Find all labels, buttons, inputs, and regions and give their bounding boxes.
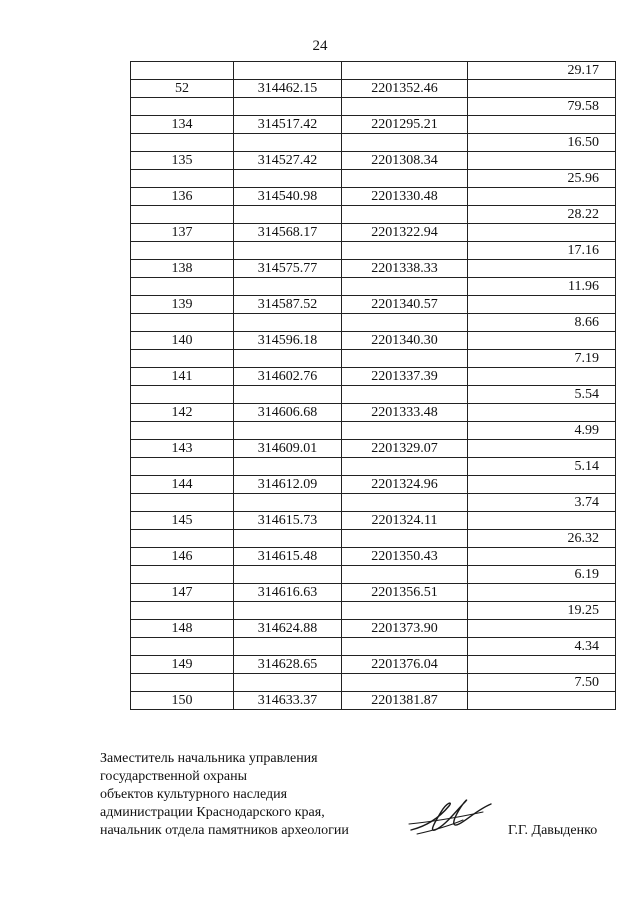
- segment-length-cell: 7.19: [468, 350, 616, 368]
- point-number-cell: 148: [131, 620, 234, 638]
- segment-length-cell: [468, 692, 616, 710]
- y-coordinate-cell: [342, 638, 468, 656]
- table-row: [131, 350, 616, 368]
- x-coordinate-cell: [234, 530, 342, 548]
- y-coordinate-cell: 2201381.87: [342, 692, 468, 710]
- table-row: [131, 152, 616, 170]
- segment-length-cell: 16.50: [468, 134, 616, 152]
- segment-length-cell: [468, 656, 616, 674]
- table-row: [131, 404, 616, 422]
- y-coordinate-cell: [342, 350, 468, 368]
- y-coordinate-cell: [342, 314, 468, 332]
- x-coordinate-cell: 314633.37: [234, 692, 342, 710]
- x-coordinate-cell: 314575.77: [234, 260, 342, 278]
- handwritten-signature: [405, 796, 495, 840]
- y-coordinate-cell: 2201352.46: [342, 80, 468, 98]
- x-coordinate-cell: 314568.17: [234, 224, 342, 242]
- point-number-cell: [131, 566, 234, 584]
- segment-length-cell: 25.96: [468, 170, 616, 188]
- y-coordinate-cell: 2201376.04: [342, 656, 468, 674]
- y-coordinate-cell: [342, 494, 468, 512]
- point-number-cell: 138: [131, 260, 234, 278]
- point-number-cell: 140: [131, 332, 234, 350]
- signer-position-line: администрации Краснодарского края,: [100, 805, 325, 820]
- segment-length-cell: 7.50: [468, 674, 616, 692]
- table-row: [131, 638, 616, 656]
- segment-length-cell: 17.16: [468, 242, 616, 260]
- segment-length-cell: [468, 404, 616, 422]
- table-row: [131, 314, 616, 332]
- signer-name: Г.Г. Давыденко: [508, 823, 598, 838]
- y-coordinate-cell: [342, 62, 468, 80]
- y-coordinate-cell: 2201295.21: [342, 116, 468, 134]
- x-coordinate-cell: 314609.01: [234, 440, 342, 458]
- segment-length-cell: 6.19: [468, 566, 616, 584]
- y-coordinate-cell: 2201322.94: [342, 224, 468, 242]
- table-row: [131, 332, 616, 350]
- x-coordinate-cell: [234, 566, 342, 584]
- y-coordinate-cell: 2201373.90: [342, 620, 468, 638]
- table-row: [131, 80, 616, 98]
- point-number-cell: 142: [131, 404, 234, 422]
- point-number-cell: [131, 638, 234, 656]
- y-coordinate-cell: 2201340.30: [342, 332, 468, 350]
- x-coordinate-cell: 314540.98: [234, 188, 342, 206]
- point-number-cell: [131, 530, 234, 548]
- y-coordinate-cell: 2201324.11: [342, 512, 468, 530]
- y-coordinate-cell: [342, 170, 468, 188]
- segment-length-cell: 29.17: [468, 62, 616, 80]
- table-row: [131, 620, 616, 638]
- point-number-cell: [131, 350, 234, 368]
- x-coordinate-cell: 314612.09: [234, 476, 342, 494]
- table-row: [131, 548, 616, 566]
- point-number-cell: 145: [131, 512, 234, 530]
- x-coordinate-cell: [234, 206, 342, 224]
- x-coordinate-cell: 314615.48: [234, 548, 342, 566]
- x-coordinate-cell: [234, 638, 342, 656]
- segment-length-cell: [468, 476, 616, 494]
- table-row: [131, 296, 616, 314]
- table-row: [131, 98, 616, 116]
- y-coordinate-cell: [342, 134, 468, 152]
- table-row: [131, 692, 616, 710]
- point-number-cell: 136: [131, 188, 234, 206]
- point-number-cell: 134: [131, 116, 234, 134]
- x-coordinate-cell: [234, 278, 342, 296]
- table-row: [131, 494, 616, 512]
- x-coordinate-cell: 314624.88: [234, 620, 342, 638]
- y-coordinate-cell: 2201329.07: [342, 440, 468, 458]
- y-coordinate-cell: 2201324.96: [342, 476, 468, 494]
- segment-length-cell: 26.32: [468, 530, 616, 548]
- table-row: [131, 278, 616, 296]
- point-number-cell: [131, 422, 234, 440]
- point-number-cell: [131, 170, 234, 188]
- x-coordinate-cell: 314615.73: [234, 512, 342, 530]
- point-number-cell: 141: [131, 368, 234, 386]
- table-row: [131, 170, 616, 188]
- table-row: [131, 512, 616, 530]
- signer-position-line: начальник отдела памятников археологии: [100, 823, 349, 838]
- x-coordinate-cell: [234, 674, 342, 692]
- page-number: 24: [312, 38, 328, 54]
- point-number-cell: 149: [131, 656, 234, 674]
- coordinates-table-body: [131, 62, 616, 710]
- segment-length-cell: [468, 80, 616, 98]
- point-number-cell: [131, 494, 234, 512]
- y-coordinate-cell: 2201330.48: [342, 188, 468, 206]
- point-number-cell: 143: [131, 440, 234, 458]
- x-coordinate-cell: [234, 494, 342, 512]
- signer-position-line: объектов культурного наследия: [100, 787, 288, 802]
- point-number-cell: [131, 98, 234, 116]
- segment-length-cell: [468, 512, 616, 530]
- signer-position-line: государственной охраны: [100, 769, 248, 784]
- point-number-cell: [131, 674, 234, 692]
- signature-block: [100, 750, 620, 850]
- x-coordinate-cell: [234, 62, 342, 80]
- y-coordinate-cell: [342, 530, 468, 548]
- y-coordinate-cell: [342, 386, 468, 404]
- segment-length-cell: 79.58: [468, 98, 616, 116]
- y-coordinate-cell: [342, 602, 468, 620]
- point-number-cell: 135: [131, 152, 234, 170]
- table-row: [131, 476, 616, 494]
- y-coordinate-cell: [342, 422, 468, 440]
- x-coordinate-cell: [234, 242, 342, 260]
- segment-length-cell: [468, 620, 616, 638]
- point-number-cell: 52: [131, 80, 234, 98]
- y-coordinate-cell: [342, 566, 468, 584]
- segment-length-cell: [468, 224, 616, 242]
- point-number-cell: 147: [131, 584, 234, 602]
- y-coordinate-cell: [342, 98, 468, 116]
- segment-length-cell: 4.34: [468, 638, 616, 656]
- point-number-cell: 150: [131, 692, 234, 710]
- segment-length-cell: [468, 440, 616, 458]
- segment-length-cell: [468, 368, 616, 386]
- segment-length-cell: [468, 152, 616, 170]
- point-number-cell: 137: [131, 224, 234, 242]
- segment-length-cell: 5.14: [468, 458, 616, 476]
- y-coordinate-cell: 2201338.33: [342, 260, 468, 278]
- y-coordinate-cell: [342, 206, 468, 224]
- x-coordinate-cell: [234, 134, 342, 152]
- table-row: [131, 188, 616, 206]
- y-coordinate-cell: 2201356.51: [342, 584, 468, 602]
- point-number-cell: [131, 278, 234, 296]
- table-row: [131, 206, 616, 224]
- table-row: [131, 116, 616, 134]
- table-row: [131, 242, 616, 260]
- table-row: [131, 674, 616, 692]
- table-row: [131, 458, 616, 476]
- table-row: [131, 602, 616, 620]
- point-number-cell: 144: [131, 476, 234, 494]
- point-number-cell: [131, 458, 234, 476]
- segment-length-cell: [468, 584, 616, 602]
- x-coordinate-cell: 314517.42: [234, 116, 342, 134]
- point-number-cell: [131, 62, 234, 80]
- point-number-cell: [131, 206, 234, 224]
- segment-length-cell: [468, 260, 616, 278]
- point-number-cell: [131, 602, 234, 620]
- y-coordinate-cell: [342, 458, 468, 476]
- point-number-cell: 139: [131, 296, 234, 314]
- segment-length-cell: [468, 296, 616, 314]
- table-row: [131, 422, 616, 440]
- x-coordinate-cell: [234, 98, 342, 116]
- x-coordinate-cell: 314462.15: [234, 80, 342, 98]
- table-row: [131, 62, 616, 80]
- y-coordinate-cell: 2201337.39: [342, 368, 468, 386]
- segment-length-cell: [468, 188, 616, 206]
- segment-length-cell: [468, 332, 616, 350]
- point-number-cell: [131, 386, 234, 404]
- segment-length-cell: 8.66: [468, 314, 616, 332]
- segment-length-cell: 19.25: [468, 602, 616, 620]
- segment-length-cell: [468, 548, 616, 566]
- x-coordinate-cell: 314596.18: [234, 332, 342, 350]
- segment-length-cell: 11.96: [468, 278, 616, 296]
- point-number-cell: [131, 314, 234, 332]
- point-number-cell: 146: [131, 548, 234, 566]
- y-coordinate-cell: 2201350.43: [342, 548, 468, 566]
- x-coordinate-cell: [234, 314, 342, 332]
- x-coordinate-cell: 314606.68: [234, 404, 342, 422]
- x-coordinate-cell: [234, 602, 342, 620]
- table-row: [131, 584, 616, 602]
- segment-length-cell: [468, 116, 616, 134]
- y-coordinate-cell: 2201333.48: [342, 404, 468, 422]
- x-coordinate-cell: 314587.52: [234, 296, 342, 314]
- x-coordinate-cell: [234, 350, 342, 368]
- x-coordinate-cell: [234, 422, 342, 440]
- table-row: [131, 368, 616, 386]
- table-row: [131, 224, 616, 242]
- y-coordinate-cell: 2201308.34: [342, 152, 468, 170]
- x-coordinate-cell: [234, 170, 342, 188]
- y-coordinate-cell: [342, 674, 468, 692]
- point-number-cell: [131, 134, 234, 152]
- y-coordinate-cell: [342, 242, 468, 260]
- signer-position-line: Заместитель начальника управления: [100, 751, 318, 766]
- table-row: [131, 260, 616, 278]
- x-coordinate-cell: [234, 386, 342, 404]
- x-coordinate-cell: 314616.63: [234, 584, 342, 602]
- point-number-cell: [131, 242, 234, 260]
- table-row: [131, 530, 616, 548]
- table-row: [131, 566, 616, 584]
- table-row: [131, 440, 616, 458]
- y-coordinate-cell: 2201340.57: [342, 296, 468, 314]
- table-row: [131, 134, 616, 152]
- segment-length-cell: 28.22: [468, 206, 616, 224]
- x-coordinate-cell: 314527.42: [234, 152, 342, 170]
- x-coordinate-cell: 314628.65: [234, 656, 342, 674]
- table-row: [131, 386, 616, 404]
- segment-length-cell: 5.54: [468, 386, 616, 404]
- x-coordinate-cell: [234, 458, 342, 476]
- segment-length-cell: 3.74: [468, 494, 616, 512]
- segment-length-cell: 4.99: [468, 422, 616, 440]
- x-coordinate-cell: 314602.76: [234, 368, 342, 386]
- coordinates-table: [130, 61, 616, 710]
- table-row: [131, 656, 616, 674]
- y-coordinate-cell: [342, 278, 468, 296]
